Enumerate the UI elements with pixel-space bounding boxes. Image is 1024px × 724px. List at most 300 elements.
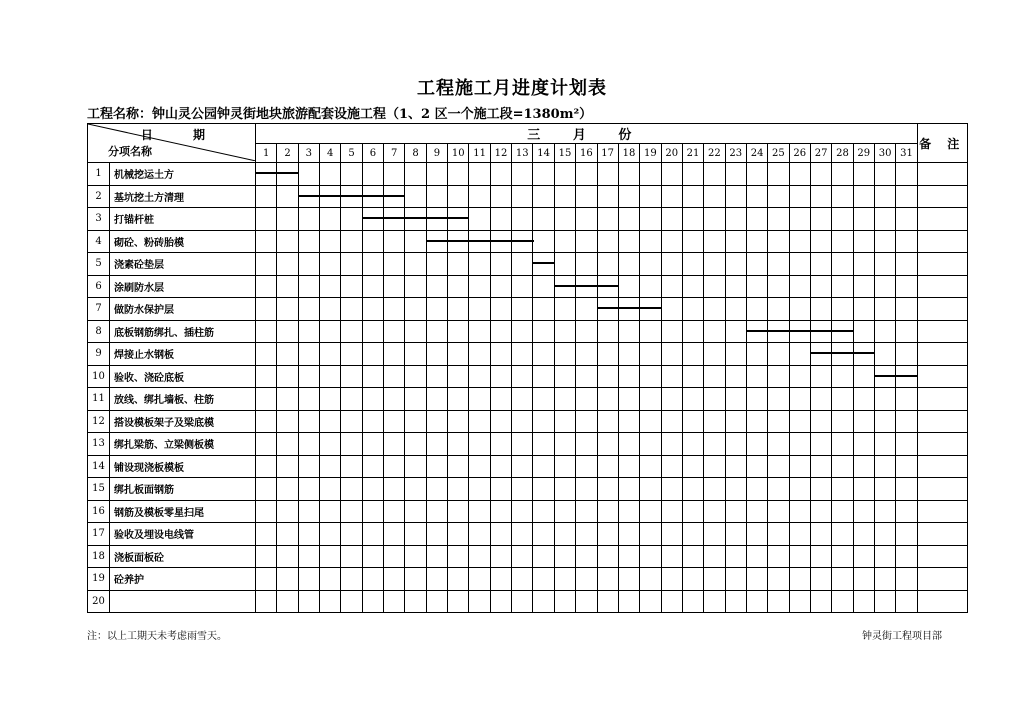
day-header: 29 xyxy=(853,144,874,163)
task-name: 打锚杆桩 xyxy=(110,208,256,231)
day-cell xyxy=(789,410,810,433)
day-cell xyxy=(384,590,405,613)
day-cell xyxy=(512,365,533,388)
day-cell xyxy=(533,500,554,523)
day-cell xyxy=(298,455,319,478)
task-number: 5 xyxy=(88,253,110,276)
day-cell xyxy=(384,388,405,411)
day-cell xyxy=(746,478,767,501)
task-row xyxy=(88,253,968,276)
day-cell xyxy=(362,410,383,433)
remark-cell xyxy=(917,433,967,456)
day-cell xyxy=(384,320,405,343)
day-cell xyxy=(597,185,618,208)
day-header: 26 xyxy=(789,144,810,163)
day-cell xyxy=(362,230,383,253)
day-cell xyxy=(682,253,703,276)
day-cell xyxy=(512,163,533,186)
day-cell xyxy=(704,298,725,321)
day-cell xyxy=(384,478,405,501)
day-cell xyxy=(341,230,362,253)
task-name: 机械挖运土方 xyxy=(110,163,256,186)
day-cell xyxy=(490,455,511,478)
day-cell xyxy=(554,163,575,186)
day-cell xyxy=(448,410,469,433)
day-cell xyxy=(384,500,405,523)
task-name xyxy=(110,590,256,613)
day-cell xyxy=(853,590,874,613)
day-cell xyxy=(874,163,895,186)
day-cell xyxy=(725,523,746,546)
day-cell xyxy=(554,568,575,591)
day-header: 12 xyxy=(490,144,511,163)
day-cell xyxy=(832,230,853,253)
remark-cell xyxy=(917,545,967,568)
day-cell xyxy=(448,388,469,411)
day-cell xyxy=(448,478,469,501)
task-name: 搭设模板架子及梁底模 xyxy=(110,410,256,433)
day-cell xyxy=(448,275,469,298)
task-number: 14 xyxy=(88,455,110,478)
day-cell xyxy=(576,208,597,231)
task-name: 浇板面板砼 xyxy=(110,545,256,568)
day-cell xyxy=(768,343,789,366)
day-cell xyxy=(682,275,703,298)
task-name: 基坑挖土方清理 xyxy=(110,185,256,208)
day-cell xyxy=(533,298,554,321)
remark-cell xyxy=(917,253,967,276)
day-cell xyxy=(746,455,767,478)
day-cell xyxy=(704,343,725,366)
day-cell xyxy=(362,343,383,366)
day-cell xyxy=(874,523,895,546)
day-cell xyxy=(640,478,661,501)
day-cell xyxy=(256,590,277,613)
day-cell xyxy=(405,590,426,613)
day-cell xyxy=(576,568,597,591)
day-cell xyxy=(490,523,511,546)
day-header: 2 xyxy=(277,144,298,163)
day-cell xyxy=(768,275,789,298)
day-cell xyxy=(832,410,853,433)
day-cell xyxy=(768,410,789,433)
day-cell xyxy=(256,208,277,231)
day-cell xyxy=(896,478,917,501)
day-cell xyxy=(277,185,298,208)
day-cell xyxy=(640,320,661,343)
day-cell xyxy=(597,433,618,456)
day-cell xyxy=(298,388,319,411)
day-cell xyxy=(469,253,490,276)
day-cell xyxy=(704,253,725,276)
day-cell xyxy=(256,320,277,343)
day-cell xyxy=(896,185,917,208)
task-number: 10 xyxy=(88,365,110,388)
page-title: 工程施工月进度计划表 xyxy=(417,78,607,99)
day-cell xyxy=(874,230,895,253)
day-cell xyxy=(298,365,319,388)
day-cell xyxy=(810,208,831,231)
day-cell xyxy=(853,410,874,433)
day-cell xyxy=(320,253,341,276)
day-cell xyxy=(832,523,853,546)
task-number: 20 xyxy=(88,590,110,613)
day-cell xyxy=(320,545,341,568)
task-number: 17 xyxy=(88,523,110,546)
day-cell xyxy=(256,185,277,208)
day-cell xyxy=(746,275,767,298)
day-cell xyxy=(341,500,362,523)
task-row xyxy=(88,523,968,546)
task-number: 19 xyxy=(88,568,110,591)
day-cell xyxy=(490,230,511,253)
task-number: 11 xyxy=(88,388,110,411)
day-cell xyxy=(682,568,703,591)
day-cell xyxy=(896,163,917,186)
day-cell xyxy=(448,523,469,546)
day-cell xyxy=(576,343,597,366)
day-cell xyxy=(576,298,597,321)
day-cell xyxy=(768,433,789,456)
day-cell xyxy=(405,523,426,546)
day-cell xyxy=(512,433,533,456)
day-cell xyxy=(618,568,639,591)
day-cell xyxy=(256,388,277,411)
day-cell xyxy=(896,365,917,388)
day-cell xyxy=(554,500,575,523)
task-number: 9 xyxy=(88,343,110,366)
day-cell xyxy=(384,545,405,568)
day-cell xyxy=(533,208,554,231)
task-number: 6 xyxy=(88,275,110,298)
day-cell xyxy=(874,343,895,366)
day-cell xyxy=(661,208,682,231)
day-cell xyxy=(405,343,426,366)
day-cell xyxy=(362,500,383,523)
task-number: 7 xyxy=(88,298,110,321)
day-cell xyxy=(597,298,618,321)
day-cell xyxy=(768,298,789,321)
remark-cell xyxy=(917,343,967,366)
day-cell xyxy=(533,478,554,501)
day-cell xyxy=(341,320,362,343)
day-cell xyxy=(277,388,298,411)
day-cell xyxy=(661,433,682,456)
day-cell xyxy=(576,545,597,568)
day-cell xyxy=(256,410,277,433)
remark-cell xyxy=(917,275,967,298)
day-cell xyxy=(533,365,554,388)
day-cell xyxy=(256,523,277,546)
day-cell xyxy=(746,163,767,186)
day-cell xyxy=(853,163,874,186)
day-header: 21 xyxy=(682,144,703,163)
day-cell xyxy=(597,163,618,186)
day-cell xyxy=(341,410,362,433)
remark-cell xyxy=(917,478,967,501)
day-cell xyxy=(362,590,383,613)
day-cell xyxy=(426,433,447,456)
day-cell xyxy=(874,208,895,231)
day-cell xyxy=(640,208,661,231)
day-cell xyxy=(810,298,831,321)
day-cell xyxy=(341,478,362,501)
day-cell xyxy=(640,523,661,546)
day-cell xyxy=(298,343,319,366)
day-cell xyxy=(448,185,469,208)
day-cell xyxy=(341,365,362,388)
day-cell xyxy=(725,410,746,433)
day-cell xyxy=(405,410,426,433)
day-cell xyxy=(810,275,831,298)
day-cell xyxy=(682,410,703,433)
day-cell xyxy=(405,545,426,568)
day-cell xyxy=(256,568,277,591)
day-cell xyxy=(320,208,341,231)
day-cell xyxy=(832,163,853,186)
task-name: 砼养护 xyxy=(110,568,256,591)
task-row xyxy=(88,388,968,411)
day-cell xyxy=(640,590,661,613)
day-cell xyxy=(746,320,767,343)
day-cell xyxy=(512,523,533,546)
day-cell xyxy=(426,163,447,186)
day-cell xyxy=(618,320,639,343)
day-header: 1 xyxy=(256,144,277,163)
day-cell xyxy=(810,500,831,523)
day-cell xyxy=(362,388,383,411)
day-cell xyxy=(618,388,639,411)
day-cell xyxy=(832,455,853,478)
day-cell xyxy=(618,275,639,298)
day-cell xyxy=(490,590,511,613)
day-cell xyxy=(874,410,895,433)
day-cell xyxy=(320,523,341,546)
day-cell xyxy=(512,410,533,433)
day-cell xyxy=(704,433,725,456)
day-cell xyxy=(597,410,618,433)
day-cell xyxy=(426,500,447,523)
day-cell xyxy=(874,433,895,456)
day-cell xyxy=(277,410,298,433)
day-cell xyxy=(896,275,917,298)
day-cell xyxy=(810,478,831,501)
day-header: 25 xyxy=(768,144,789,163)
day-cell xyxy=(512,568,533,591)
day-cell xyxy=(576,320,597,343)
day-cell xyxy=(597,455,618,478)
day-cell xyxy=(832,388,853,411)
day-cell xyxy=(448,253,469,276)
day-cell xyxy=(832,298,853,321)
day-header: 8 xyxy=(405,144,426,163)
day-cell xyxy=(810,388,831,411)
day-cell xyxy=(341,253,362,276)
day-cell xyxy=(490,163,511,186)
day-cell xyxy=(298,275,319,298)
day-cell xyxy=(704,478,725,501)
day-cell xyxy=(810,590,831,613)
day-cell xyxy=(853,478,874,501)
task-row xyxy=(88,500,968,523)
day-cell xyxy=(298,320,319,343)
day-cell xyxy=(512,230,533,253)
day-cell xyxy=(448,545,469,568)
day-cell xyxy=(320,500,341,523)
day-cell xyxy=(789,500,810,523)
day-cell xyxy=(682,388,703,411)
day-cell xyxy=(469,275,490,298)
day-header: 15 xyxy=(554,144,575,163)
day-cell xyxy=(298,568,319,591)
day-cell xyxy=(469,208,490,231)
task-row xyxy=(88,433,968,456)
day-cell xyxy=(554,365,575,388)
day-cell xyxy=(341,523,362,546)
day-cell xyxy=(661,590,682,613)
day-cell xyxy=(768,545,789,568)
footer-org: 钟灵街工程项目部 xyxy=(862,631,942,642)
day-cell xyxy=(597,545,618,568)
day-header: 9 xyxy=(426,144,447,163)
day-cell xyxy=(533,253,554,276)
day-cell xyxy=(298,433,319,456)
day-cell xyxy=(320,478,341,501)
day-cell xyxy=(874,365,895,388)
day-cell xyxy=(554,523,575,546)
day-cell xyxy=(640,388,661,411)
day-cell xyxy=(682,478,703,501)
task-row xyxy=(88,343,968,366)
day-cell xyxy=(533,275,554,298)
day-cell xyxy=(682,230,703,253)
day-cell xyxy=(576,230,597,253)
remark-cell xyxy=(917,208,967,231)
day-cell xyxy=(618,455,639,478)
task-name: 绑扎梁筋、立梁侧板模 xyxy=(110,433,256,456)
day-cell xyxy=(874,568,895,591)
day-cell xyxy=(448,568,469,591)
day-cell xyxy=(320,388,341,411)
day-cell xyxy=(533,320,554,343)
day-cell xyxy=(661,545,682,568)
day-cell xyxy=(405,208,426,231)
day-cell xyxy=(426,298,447,321)
day-cell xyxy=(320,455,341,478)
task-number: 8 xyxy=(88,320,110,343)
day-cell xyxy=(853,253,874,276)
day-cell xyxy=(874,253,895,276)
day-cell xyxy=(853,545,874,568)
day-cell xyxy=(298,163,319,186)
day-cell xyxy=(576,590,597,613)
day-cell xyxy=(384,275,405,298)
task-name: 放线、绑扎墙板、柱筋 xyxy=(110,388,256,411)
day-cell xyxy=(490,500,511,523)
day-cell xyxy=(832,590,853,613)
day-cell xyxy=(362,523,383,546)
day-cell xyxy=(533,388,554,411)
day-cell xyxy=(277,365,298,388)
day-cell xyxy=(512,208,533,231)
day-cell xyxy=(725,275,746,298)
day-cell xyxy=(810,163,831,186)
day-cell xyxy=(768,185,789,208)
task-name: 浇素砼垫层 xyxy=(110,253,256,276)
day-cell xyxy=(874,455,895,478)
day-header: 17 xyxy=(597,144,618,163)
day-cell xyxy=(789,208,810,231)
day-cell xyxy=(277,275,298,298)
day-cell xyxy=(512,478,533,501)
day-cell xyxy=(789,478,810,501)
day-cell xyxy=(597,478,618,501)
day-cell xyxy=(490,343,511,366)
day-cell xyxy=(640,568,661,591)
day-cell xyxy=(853,500,874,523)
day-cell xyxy=(426,523,447,546)
day-cell xyxy=(618,365,639,388)
day-cell xyxy=(490,365,511,388)
day-header: 14 xyxy=(533,144,554,163)
day-cell xyxy=(554,253,575,276)
day-cell xyxy=(554,388,575,411)
day-cell xyxy=(576,253,597,276)
day-cell xyxy=(576,523,597,546)
day-cell xyxy=(768,320,789,343)
day-cell xyxy=(725,208,746,231)
day-cell xyxy=(810,230,831,253)
day-cell xyxy=(597,253,618,276)
day-cell xyxy=(554,433,575,456)
day-cell xyxy=(490,568,511,591)
day-cell xyxy=(640,365,661,388)
day-cell xyxy=(362,478,383,501)
remark-cell xyxy=(917,365,967,388)
day-cell xyxy=(725,388,746,411)
day-cell xyxy=(554,320,575,343)
item-label: 分项名称 xyxy=(108,145,152,158)
day-cell xyxy=(597,320,618,343)
day-cell xyxy=(597,365,618,388)
day-cell xyxy=(469,410,490,433)
day-cell xyxy=(426,365,447,388)
day-header: 22 xyxy=(704,144,725,163)
day-cell xyxy=(832,365,853,388)
day-cell xyxy=(405,185,426,208)
day-cell xyxy=(362,185,383,208)
day-cell xyxy=(789,365,810,388)
day-cell xyxy=(704,185,725,208)
day-cell xyxy=(576,500,597,523)
day-cell xyxy=(661,455,682,478)
day-cell xyxy=(341,275,362,298)
remark-cell xyxy=(917,568,967,591)
day-cell xyxy=(533,343,554,366)
day-cell xyxy=(405,568,426,591)
day-header: 31 xyxy=(896,144,917,163)
day-header: 10 xyxy=(448,144,469,163)
day-cell xyxy=(896,298,917,321)
day-cell xyxy=(469,523,490,546)
task-name: 底板钢筋绑扎、插柱筋 xyxy=(110,320,256,343)
day-cell xyxy=(277,163,298,186)
task-row xyxy=(88,208,968,231)
day-cell xyxy=(405,478,426,501)
task-name: 铺设现浇板模板 xyxy=(110,455,256,478)
day-cell xyxy=(448,298,469,321)
day-cell xyxy=(277,298,298,321)
